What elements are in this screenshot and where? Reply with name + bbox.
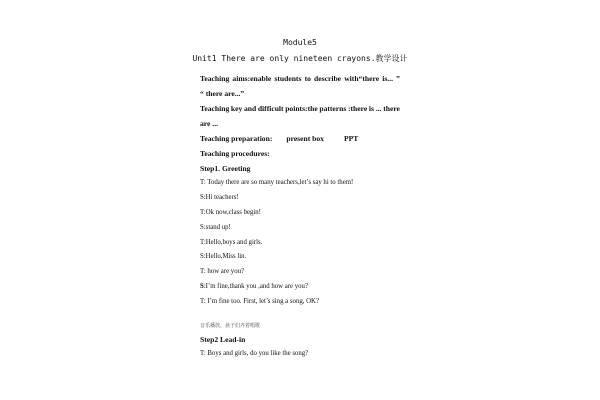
dialogue-line: T:Ok now,class begin!: [200, 209, 261, 216]
teaching-aims-line1: [200, 74, 400, 83]
dialogue-line: T: how are you?: [200, 268, 245, 275]
unit-title: Unit1 There are only nineteen crayons.教学设计: [192, 54, 408, 63]
key-word: difficult: [257, 104, 284, 113]
aims-word: ”: [396, 74, 400, 83]
aims-word: students: [274, 74, 302, 83]
dialogue-line: T: Today there are so many teachers,let’s say hi to them!: [200, 179, 354, 186]
dialogue-text: :I’m fine,thank you ,and how are you?: [203, 283, 308, 290]
aims-word: is...: [382, 74, 393, 83]
key-word: Teaching: [200, 104, 230, 113]
aims-word: describe: [314, 74, 342, 83]
key-word: and: [243, 104, 257, 113]
dialogue-line: T: Boys and girls, do you like the song?: [200, 350, 309, 357]
key-word: key: [230, 104, 243, 113]
aims-word: Teaching: [200, 74, 230, 83]
step1-heading: Step1. Greeting: [200, 164, 251, 173]
teaching-procedures-label: Teaching procedures:: [200, 149, 270, 158]
speaker-prefix: S: [200, 283, 204, 290]
preparation-item: PPT: [343, 134, 359, 143]
aims-word: with“there: [344, 74, 380, 83]
key-points-line1: [200, 104, 400, 113]
step2-heading: Step2 Lead-in: [200, 335, 246, 344]
key-word: patterns: [319, 104, 347, 113]
key-word: there: [383, 104, 400, 113]
teaching-preparation: [200, 134, 358, 143]
dialogue-line: S:Hi teachers!: [200, 194, 239, 201]
dialogue-line: S:stand up!: [200, 224, 231, 231]
music-note: 音乐播放，孩子们齐着唱歌: [200, 324, 261, 329]
module-title: Module5: [283, 38, 317, 47]
aims-word: aims:enable: [232, 74, 272, 83]
dialogue-line: T:Hello,boys and girls.: [200, 239, 263, 246]
dialogue-line: T: I’m fine too. First, let’s sing a song, OK?: [200, 298, 319, 305]
preparation-label: Teaching preparation:: [200, 134, 273, 143]
dialogue-line: [200, 283, 308, 290]
aims-word: to: [304, 74, 311, 83]
preparation-item: present box: [286, 134, 324, 143]
key-word: :there: [347, 104, 368, 113]
key-word: points:the: [285, 104, 318, 113]
key-points-line2: are ...: [200, 119, 218, 128]
key-word: is ...: [368, 104, 382, 113]
teaching-aims-line2: “ there are...”: [200, 89, 245, 98]
dialogue-line: S:Hello,Miss lin.: [200, 253, 247, 260]
